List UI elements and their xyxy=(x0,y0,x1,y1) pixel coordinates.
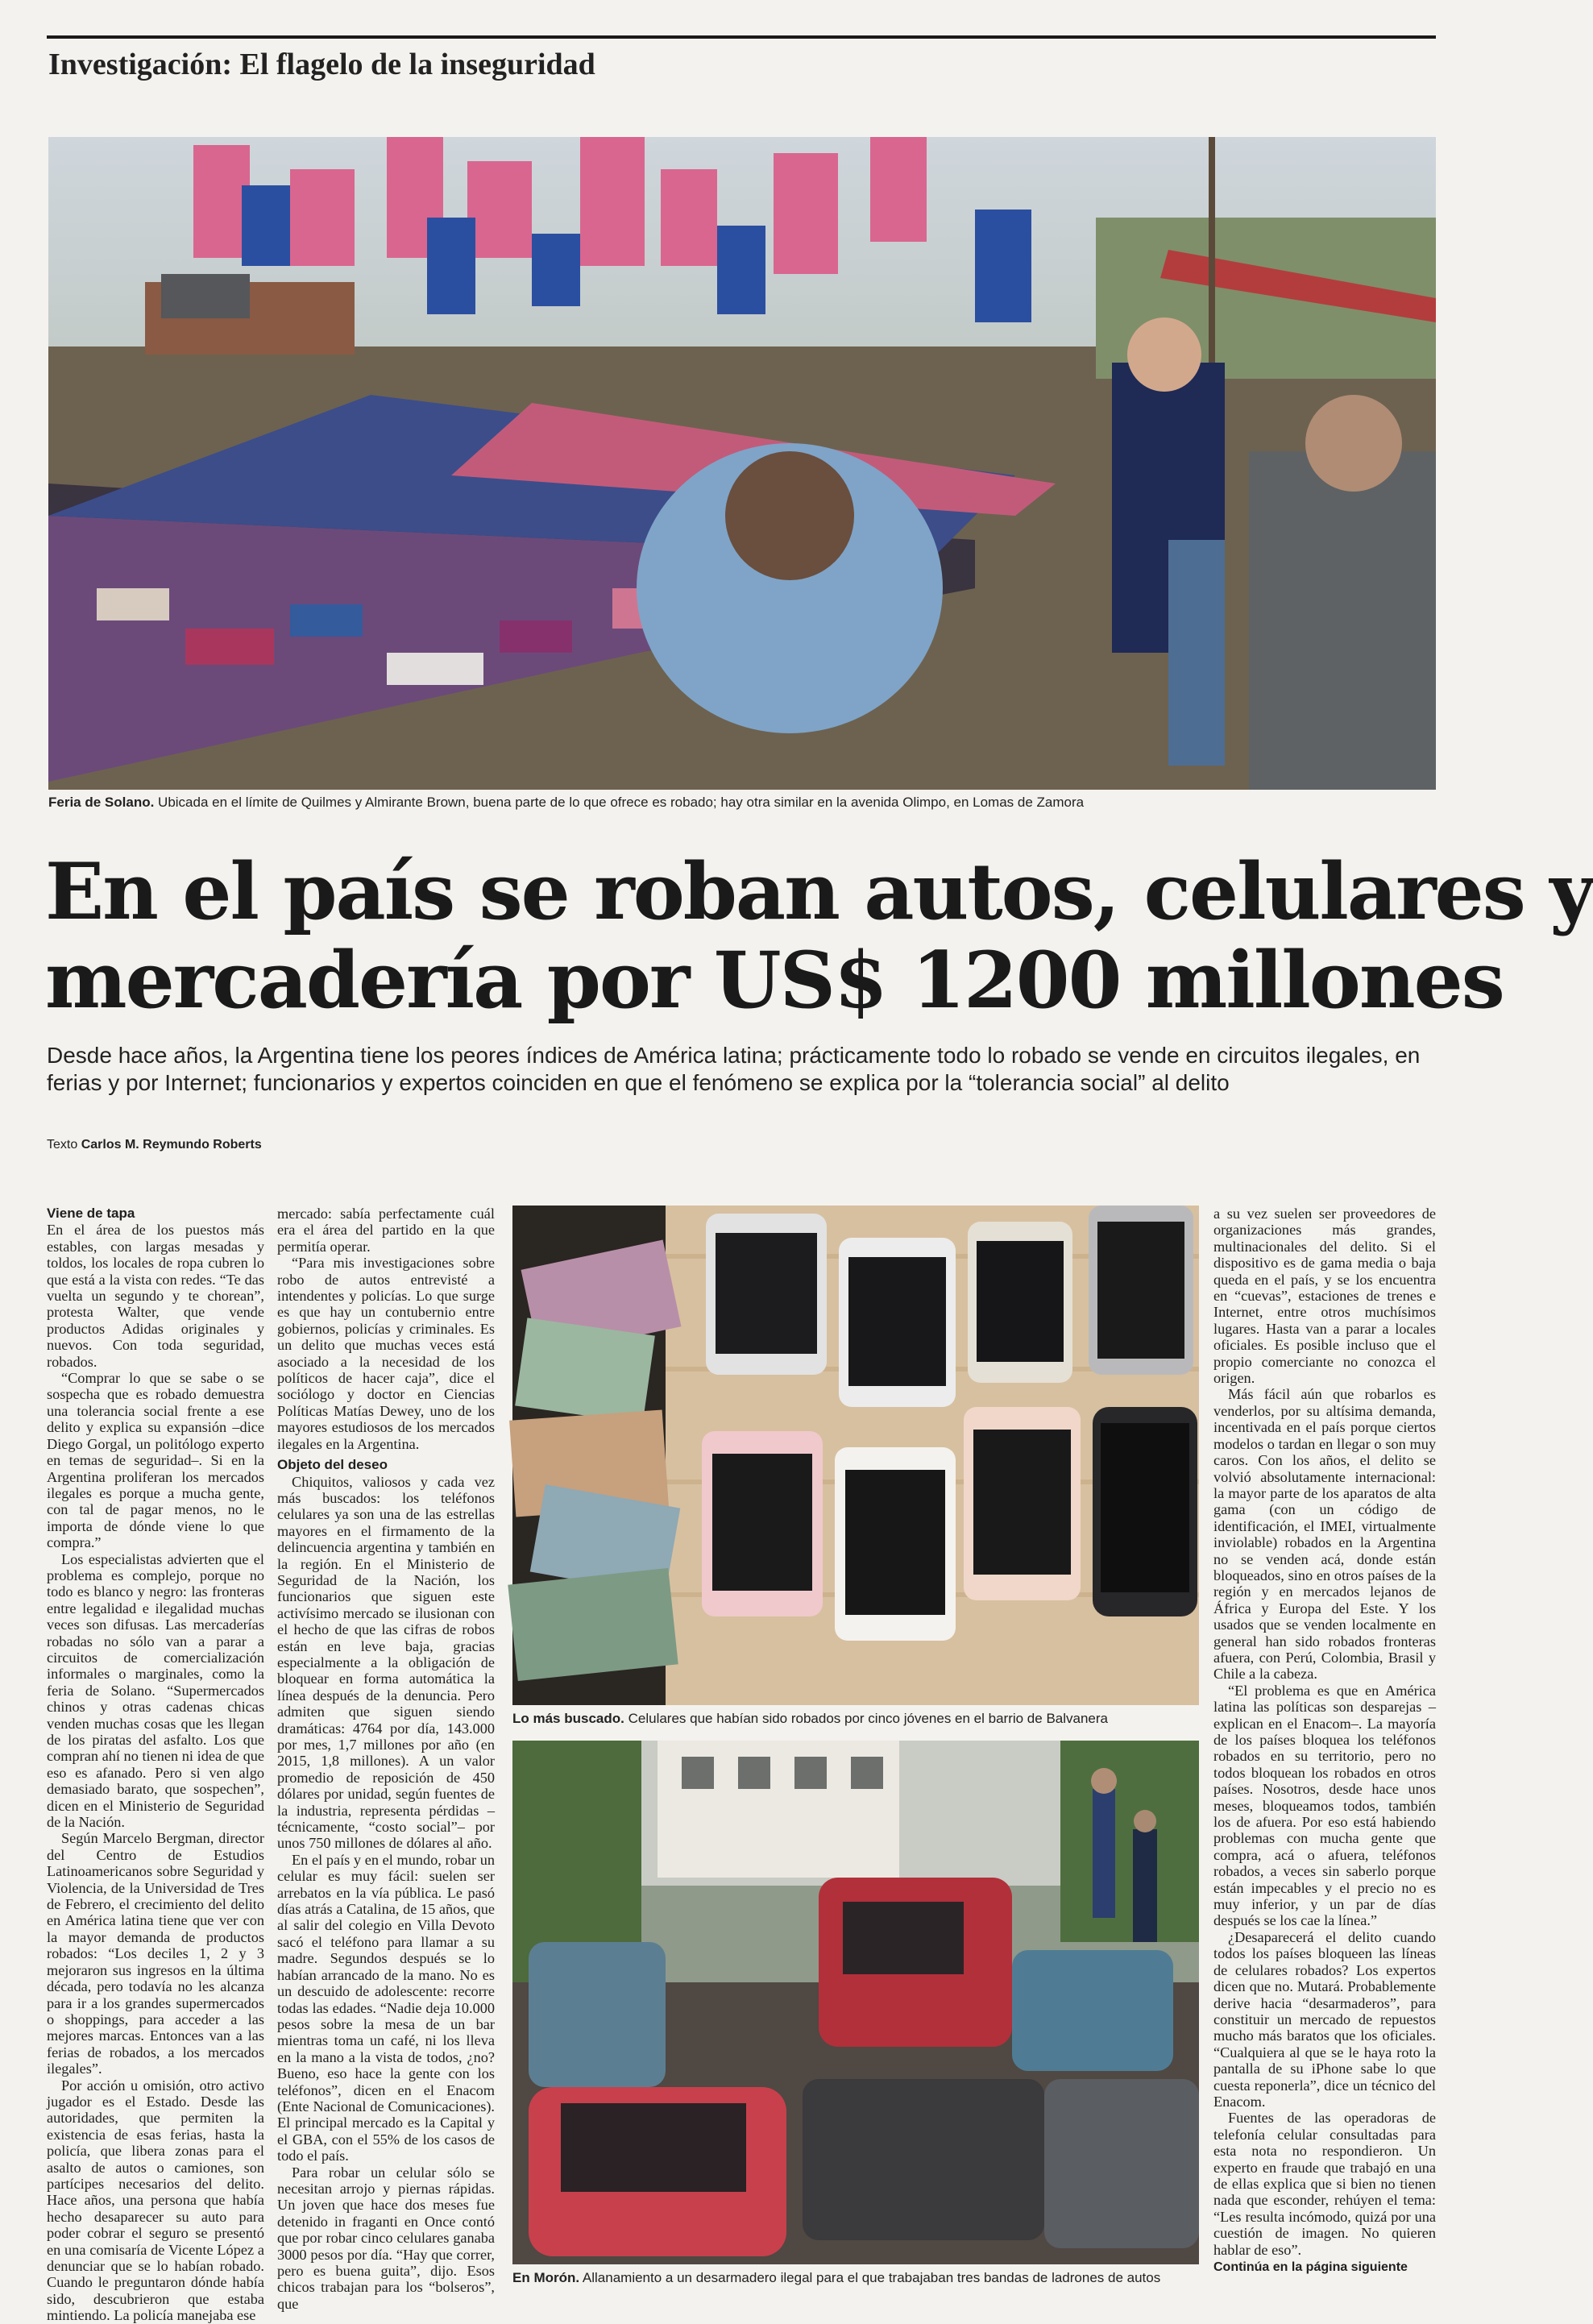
subhead: Objeto del deseo xyxy=(277,1457,388,1473)
body-column-3 xyxy=(1213,1206,1436,2285)
caption-label: Lo más buscado. xyxy=(512,1711,624,1726)
paragraph: En el área de los puestos más estables, con largas mesadas y toldos, los locales de ropa cubren lo que está a la vista con redes. “Te das vuelta un segundo y te chorean”, protesta Walter, que vende productos Adidas originales y nuevos. Con toda seguridad, robados. xyxy=(47,1222,264,1370)
caption-text: Ubicada en el límite de Quilmes y Almirante Brown, buena parte de lo que ofrece es robado; hay otra similar en la avenida Olimpo, en Lomas de Zamora xyxy=(158,795,1085,810)
paragraph: “Para mis investigaciones sobre robo de autos entrevisté a intendentes y policías. Lo que surge es que hay un contubernio entre gobiernos, policías y criminales. Es un delito que muchas veces está asociado a la necesidad de los políticos de hacer caja”, dice el sociólogo y doctor en Ciencias Políticas Matías Dewey, uno de los mayores estudiosos de los mercados ilegales en la Argentina. xyxy=(277,1255,495,1452)
headline-line-2: mercadería por US$ 1200 millones xyxy=(45,935,1504,1026)
headline xyxy=(45,846,1593,1026)
deck: Desde hace años, la Argentina tiene los peores índices de América latina; prácticamente todo lo robado se vende en circuitos ilegales, en ferias y por Internet; funcionarios y expertos coinciden en que el fenómeno se explica por la “tolerancia social” al delito xyxy=(47,1043,1421,1095)
paragraph: “Comprar lo que se sabe o se sospecha que es robado demuestra una tolerancia social frente a ese delito y explica su expansión –dice Diego Gorgal, un politólogo experto en temas de seguridad–. Si en la Argentina proliferan los mercados ilegales es porque a mucha gente, con tal de pagar menos, no le importa de dónde viene lo que compra.” xyxy=(47,1370,264,1551)
paragraph: mercado: sabía perfectamente cuál era el área del partido en la que permitía operar. xyxy=(277,1206,495,1255)
kicker: Viene de tapa xyxy=(47,1206,135,1221)
top-rule xyxy=(47,35,1436,39)
paragraph: Chiquitos, valiosos y cada vez más buscados: los teléfonos celulares ya son una de las estrellas mayores en el firmamento de la delincuencia argentina y también en la región. En el Ministerio de Seguridad de la Nación, los funcionarios que siguen este activísimo mercado se ilusionan con el hecho de que las cifras de robos están en leve baja, gracias especialmente a la obligación de bloquear en forma automática la línea después de la denuncia. Pero admiten que siguen siendo dramáticas: 4764 por día, 143.000 por mes, 1,7 millones por año (en 2015, 1,8 millones). A un valor promedio de reposición de 450 dólares por unidad, según fuentes de la industria, representa pérdidas –técnicamente, “costo social”– por unos 750 millones de dólares al año. xyxy=(277,1473,495,1852)
paragraph: Para robar un celular sólo se necesitan arrojo y piernas rápidas. Un joven que hace dos meses fue detenido in fraganti en Once contó que por robar cinco celulares ganaba 3000 pesos por día. “Hay que correr, pero es buena guita”, dijo. Esos chicos trabajan para los “bolseros”, que xyxy=(277,2164,495,2312)
caption-label: En Morón. xyxy=(512,2270,580,2285)
market-photo-caption xyxy=(48,794,1436,811)
byline xyxy=(47,1138,262,1152)
body-column-2 xyxy=(277,1206,495,2312)
market-photo xyxy=(48,137,1436,790)
section-title: Investigación: El flagelo de la inseguridad xyxy=(48,48,595,81)
paragraph: a su vez suelen ser proveedores de organizaciones más grandes, multinacionales del delito. Si el dispositivo es de gama media o baja queda en el país, y se los encuentra en “cuevas”, estaciones de trenes e Internet, entre otros muchísimos lugares. Hasta van a parar a locales oficiales. Es posible incluso que el propio comerciante no conozca el origen. xyxy=(1213,1206,1436,1387)
paragraph: En el país y en el mundo, robar un celular es muy fácil: suelen ser arrebatos en la vía pública. Le pasó días atrás a Catalina, de 15 años, que al salir del colegio en Villa Devoto sacó el teléfono para llamar a su madre. Segundos después se lo habían arrancado de la mano. No es un descuido de adolescente: recorre todas las edades. “Nadie deja 10.000 pesos sobre la mesa de un bar mientras toma un café, ni los lleva en la mano a la vista de todos, ¿no? Bueno, eso hace la gente con los teléfonos”, dicen en el Enacom (Ente Nacional de Comunicaciones). El principal mercado es la Capital y el GBA, con el 55% de los casos de todo el país. xyxy=(277,1851,495,2164)
caption-text: Allanamiento a un desarmadero ilegal para el que trabajaban tres bandas de ladrones de autos xyxy=(582,2270,1161,2285)
continuation-note: Continúa en la página siguiente xyxy=(1213,2260,1408,2274)
caption-label: Feria de Solano. xyxy=(48,795,155,810)
headline-line-1: En el país se roban autos, celulares y xyxy=(45,846,1593,937)
paragraph: ¿Desaparecerá el delito cuando todos los países bloqueen las líneas de celulares robados? Los expertos dicen que no. Mutará. Probablemente derive hacia “desarmaderos”, para constituir un mercado de repuestos mucho más baratos que los oficiales. “Cualquiera al que se le haya roto la pantalla de su iPhone sabe lo que cuesta reponerla”, dice un técnico del Enacom. xyxy=(1213,1928,1436,2110)
byline-author: Carlos M. Reymundo Roberts xyxy=(81,1138,262,1152)
paragraph: Por acción u omisión, otro activo jugador es el Estado. Desde las autoridades, que permiten la existencia de esas ferias, hasta la policía, que libera zonas para el asalto de autos o camiones, son partícipes necesarios del delito. Hace años, una persona que había hecho desaparecer su auto para poder cobrar el seguro se presentó en una comisaría de Vicente López a denunciar que se lo habían robado. Cuando le preguntaron dónde había sido, descubrieron que estaba mintiendo. La policía manejaba ese xyxy=(47,2077,264,2324)
paragraph: Más fácil aún que robarlos es venderlos, por su altísima demanda, incentivada en el país porque ciertos modelos o tardan en llegar o son muy caros. Con los años, el delito se volvió absolutamente internacional: la mayor parte de los aparatos de alta gama (con un código de identificación, el IMEI, virtualmente inviolable) robados en la Argentina no se venden acá, donde están bloqueados, sino en otros países de la región y en mercados lejanos de África y Europa del Este. Y los usados que se venden localmente en general han sido robados fronteras afuera, con Perú, Colombia, Brasil y Chile a la cabeza. xyxy=(1213,1386,1436,1683)
junkyard-photo xyxy=(512,1741,1199,2264)
phones-photo xyxy=(512,1206,1199,1705)
junkyard-photo-caption xyxy=(512,2269,1199,2287)
caption-text: Celulares que habían sido robados por cinco jóvenes en el barrio de Balvanera xyxy=(628,1711,1108,1726)
byline-label: Texto xyxy=(47,1138,78,1152)
body-column-1 xyxy=(47,1206,264,2324)
paragraph: “El problema es que en América latina las políticas son desparejas –explican en el Enacom–. La mayoría de los países bloquea los teléfonos robados en su territorio, pero no todos bloquean los robados en otros países. Nosotros, desde hace unos meses, bloqueamos todos, también los de afuera. Por eso está habiendo problemas con mucha gente que compra, acá o afuera, teléfonos robados, a veces sin saberlo porque están impecables y el precio no es muy inferior, y un par de días después se los cae la línea.” xyxy=(1213,1682,1436,1929)
paragraph: Según Marcelo Bergman, director del Centro de Estudios Latinoamericanos sobre Seguridad y Violencia, de la Universidad de Tres de Febrero, el crecimiento del delito en América latina tiene que ver con la mayor demanda de productos robados: “Los deciles 1, 2 y 3 mejoraron sus ingresos en la última década, pero todavía no les alcanza para ir a los grandes supermercados o shoppings, para acceder a las mejores marcas. Entonces van a las ferias de robados, a los mercados ilegales”. xyxy=(47,1830,264,2077)
paragraph: Los especialistas advierten que el problema es complejo, porque no todo es blanco y negro: las fronteras entre legalidad e ilegalidad muchas veces son difusas. Las mercaderías robadas no sólo van a parar a circuitos de comercialización informales o marginales, como la feria de Solano. “Supermercados chinos y otras cadenas chicas venden muchas cosas que les llegan de los piratas del asfalto. Los que compran ahí no tienen ni idea de que eso es afanado. Pero si ven algo demasiado barato, que sospechen”, dicen en el Ministerio de Seguridad de la Nación. xyxy=(47,1550,264,1831)
paragraph: Fuentes de las operadoras de telefonía celular consultadas para esta nota no respondieron. Un experto en fraude que trabajó en una de ellas explica que si bien no tienen nada que esconder, rehúyen el tema: “Les resulta incómodo, quizá por una cuestión de imagen. No quieren hablar de eso”. xyxy=(1213,2110,1436,2258)
phones-photo-caption xyxy=(512,1710,1199,1728)
